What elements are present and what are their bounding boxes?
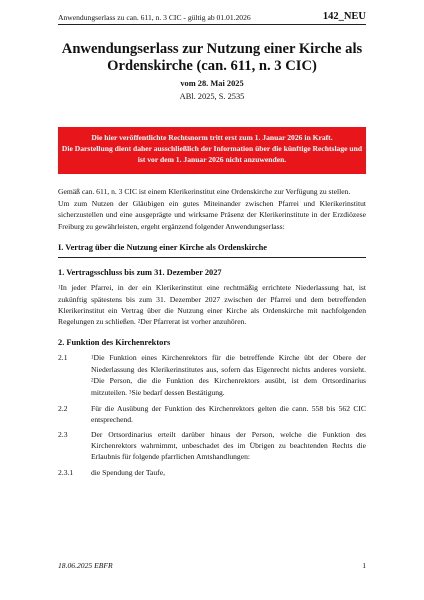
item-text: Für die Ausübung der Funktion des Kirchenrektors gelten die cann. 558 bis 562 CIC entsprechend. bbox=[91, 403, 366, 424]
document-id: 142_NEU bbox=[322, 11, 366, 22]
document-title bbox=[58, 41, 366, 75]
item-number: 2.2 bbox=[58, 403, 68, 413]
notice-line-1: Die hier veröffentlichte Rechtsnorm tritt erst zum 1. Januar 2026 in Kraft. bbox=[91, 133, 333, 142]
sentence-marker: 1 bbox=[91, 355, 94, 361]
item-number: 2.1 bbox=[58, 353, 68, 363]
sentence: Der Pfarrerat ist vorher anzuhören. bbox=[140, 317, 247, 327]
sentence: Sie bedarf dessen Bestätigung. bbox=[131, 387, 225, 397]
running-header bbox=[58, 11, 366, 25]
document-date: vom 28. Mai 2025 bbox=[180, 79, 244, 88]
list-item bbox=[58, 429, 366, 463]
sentence: Die Person, die die Funktion des Kirchenrektors ausübt, ist dem Ortsordinarius mitzuteilen. bbox=[91, 376, 366, 397]
subsection-1-text bbox=[58, 282, 366, 328]
sentence-marker: 3 bbox=[128, 390, 132, 396]
item-number: 2.3.1 bbox=[58, 467, 74, 477]
title-line-2: Ordenskirche (can. 611, n. 3 CIC) bbox=[107, 58, 317, 74]
sentence-marker: 2 bbox=[137, 319, 141, 325]
notice-line-2: Die Darstellung dient daher ausschließlich der Information über die künftige Rechtslage und ist vor dem 1. Januar 2026 nicht anzuwenden. bbox=[61, 144, 363, 165]
item-text: Der Ortsordinarius erteilt darüber hinaus der Person, welche die Funktion des Kirchenrektors wahrnimmt, unbeschadet des im Übrigen zu beachtenden Rechts die Erlaubnis für folgende pfarrlichen Amtshandlungen: bbox=[91, 429, 366, 462]
footer-date: 18.06.2025 EBFR bbox=[58, 561, 113, 570]
item-text: die Spendung der Taufe, bbox=[91, 467, 165, 477]
intro-paragraph-1: Gemäß can. 611, n. 3 CIC ist einem Klerikerinstitut eine Ordenskirche zur Verfügung zu stellen. bbox=[58, 187, 351, 196]
item-text bbox=[91, 352, 366, 398]
sentence: Die Funktion eines Kirchenrektors für die betreffende Kirche übt der Obere der Niederlassung des Klerikerinstitutes aus, sofern das Eigenrecht nichts anderes vorsieht. bbox=[91, 353, 366, 374]
official-gazette-reference: ABl. 2025, S. 2535 bbox=[179, 92, 245, 101]
running-title: Anwendungserlass zu can. 611, n. 3 CIC - gültig ab 01.01.2026 bbox=[58, 13, 251, 22]
list-item bbox=[58, 352, 366, 398]
sentence-marker: 1 bbox=[58, 285, 61, 291]
section-heading-1: I. Vertrag über die Nutzung einer Kirche als Ordenskirche bbox=[58, 242, 366, 258]
title-line-1: Anwendungserlass zur Nutzung einer Kirche als bbox=[61, 41, 363, 57]
sentence: In jeder Pfarrei, in der ein Klerikerinstitut eine rechtmäßig errichtete Niederlassung hat, ist zukünftig spätestens bis zum 31. Dezember 2027 zwischen der Pfarrei und dem betreffenden Klerikerinstitut ein Vertrag über die Nutzung einer Kirche als Ordenskirche mit nachfolgenden Regelungen zu schließen. bbox=[58, 283, 366, 327]
list-item bbox=[58, 403, 366, 425]
subsection-heading-1: 1. Vertragsschluss bis zum 31. Dezember 2027 bbox=[58, 268, 222, 278]
list-item bbox=[58, 467, 366, 478]
intro-paragraph-2: Um zum Nutzen der Gläubigen ein gutes Miteinander zwischen Pfarrei und Klerikerinstitut sicherzustellen und eine ausgeprägte und wirksame Präsenz der Klerikerinstitute in der Erzdiözese Freiburg zu gewährleisten, ergeht ergänzend folgender Anwendungserlass: bbox=[58, 199, 366, 231]
subsection-heading-2: 2. Funktion des Kirchenrektors bbox=[58, 338, 171, 348]
document-body bbox=[58, 186, 366, 482]
title-block bbox=[58, 41, 366, 101]
sentence-marker: 2 bbox=[91, 378, 94, 384]
page-number: 1 bbox=[362, 561, 366, 570]
item-number: 2.3 bbox=[58, 429, 68, 439]
validity-notice bbox=[58, 127, 366, 174]
